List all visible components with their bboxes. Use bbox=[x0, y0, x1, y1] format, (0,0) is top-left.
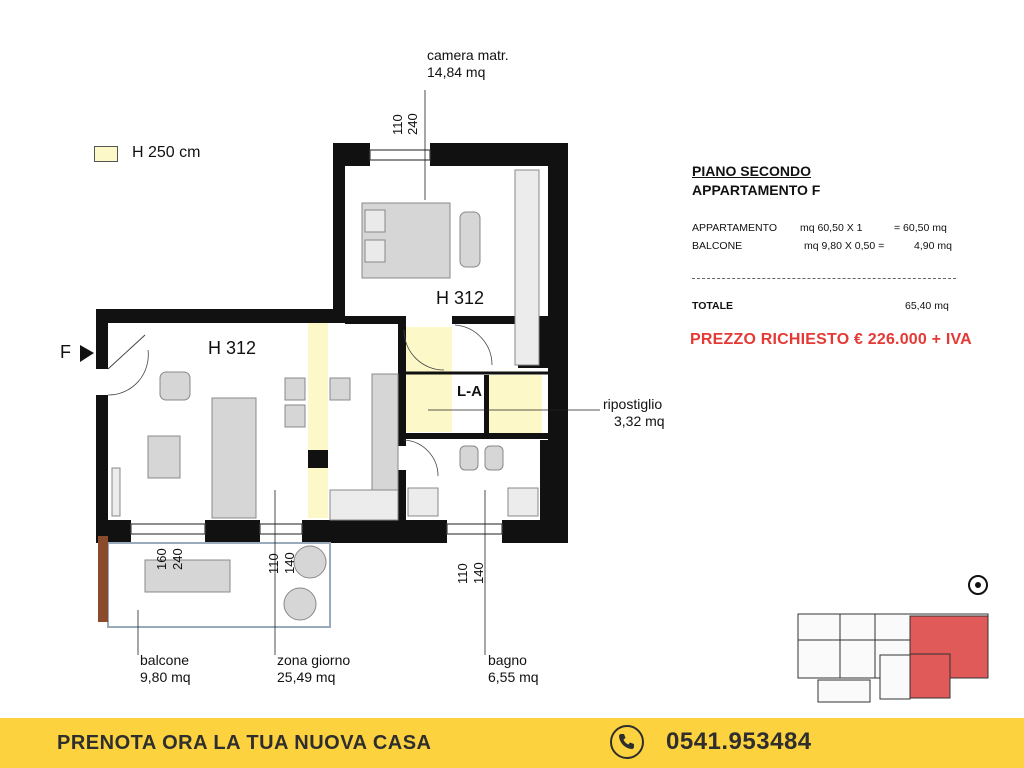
window-camera-sill: 110 bbox=[390, 114, 405, 135]
row-appartamento-result: = 60,50 mq bbox=[894, 222, 947, 234]
entrance-arrow bbox=[80, 345, 94, 362]
highlight-strip bbox=[308, 322, 328, 518]
row-balcone-name: BALCONE bbox=[692, 240, 743, 252]
zona-giorno-name: zona giorno bbox=[277, 652, 351, 668]
window-balcone-height: 240 bbox=[170, 548, 185, 570]
window-camera-height: 240 bbox=[405, 113, 420, 135]
row-appartamento-name: APPARTAMENTO bbox=[692, 222, 777, 234]
total-label: TOTALE bbox=[692, 300, 734, 312]
window-giorno-height: 140 bbox=[282, 552, 297, 574]
window-balcone-sill: 160 bbox=[154, 548, 169, 570]
bagno-name: bagno bbox=[488, 652, 527, 668]
ripostiglio-name: ripostiglio bbox=[603, 396, 663, 412]
window-bagno-sill: 110 bbox=[455, 563, 470, 584]
bagno-area: 6,55 mq bbox=[488, 669, 539, 685]
row-balcone-result: 4,90 mq bbox=[914, 240, 952, 252]
total-value: 65,40 mq bbox=[905, 300, 949, 312]
highlight-corridor bbox=[404, 327, 452, 432]
footer-cta[interactable]: PRENOTA ORA LA TUA NUOVA CASA bbox=[57, 732, 432, 754]
balcone-name: balcone bbox=[140, 652, 190, 668]
info-title: PIANO SECONDO bbox=[692, 163, 812, 179]
divider bbox=[692, 278, 956, 279]
legend-swatch bbox=[94, 146, 118, 162]
phone-number[interactable]: 0541.953484 bbox=[666, 728, 812, 755]
price: PREZZO RICHIESTO € 226.000 + IVA bbox=[690, 331, 972, 348]
camera-area: 14,84 mq bbox=[427, 64, 486, 80]
highlight-ripostiglio bbox=[488, 375, 542, 433]
soggiorno-height: H 312 bbox=[208, 338, 257, 358]
la-label: L-A bbox=[457, 383, 482, 400]
ripostiglio-area: 3,32 mq bbox=[614, 413, 665, 429]
window-giorno-sill: 110 bbox=[266, 553, 281, 574]
camera-name: camera matr. bbox=[427, 47, 509, 63]
legend-label: H 250 cm bbox=[132, 144, 201, 161]
key-plan bbox=[798, 614, 988, 702]
balcone-area: 9,80 mq bbox=[140, 669, 191, 685]
phone-icon bbox=[610, 725, 644, 759]
info-subtitle: APPARTAMENTO F bbox=[692, 182, 821, 198]
row-appartamento-calc: mq 60,50 X 1 bbox=[800, 222, 863, 234]
walls bbox=[96, 143, 568, 543]
footer-bar bbox=[0, 718, 1024, 768]
window-bagno-height: 140 bbox=[471, 562, 486, 584]
entrance-label: F bbox=[60, 342, 71, 362]
zona-giorno-area: 25,49 mq bbox=[277, 669, 336, 685]
row-balcone-calc: mq 9,80 X 0,50 = bbox=[804, 240, 885, 252]
camera-height: H 312 bbox=[436, 288, 485, 308]
